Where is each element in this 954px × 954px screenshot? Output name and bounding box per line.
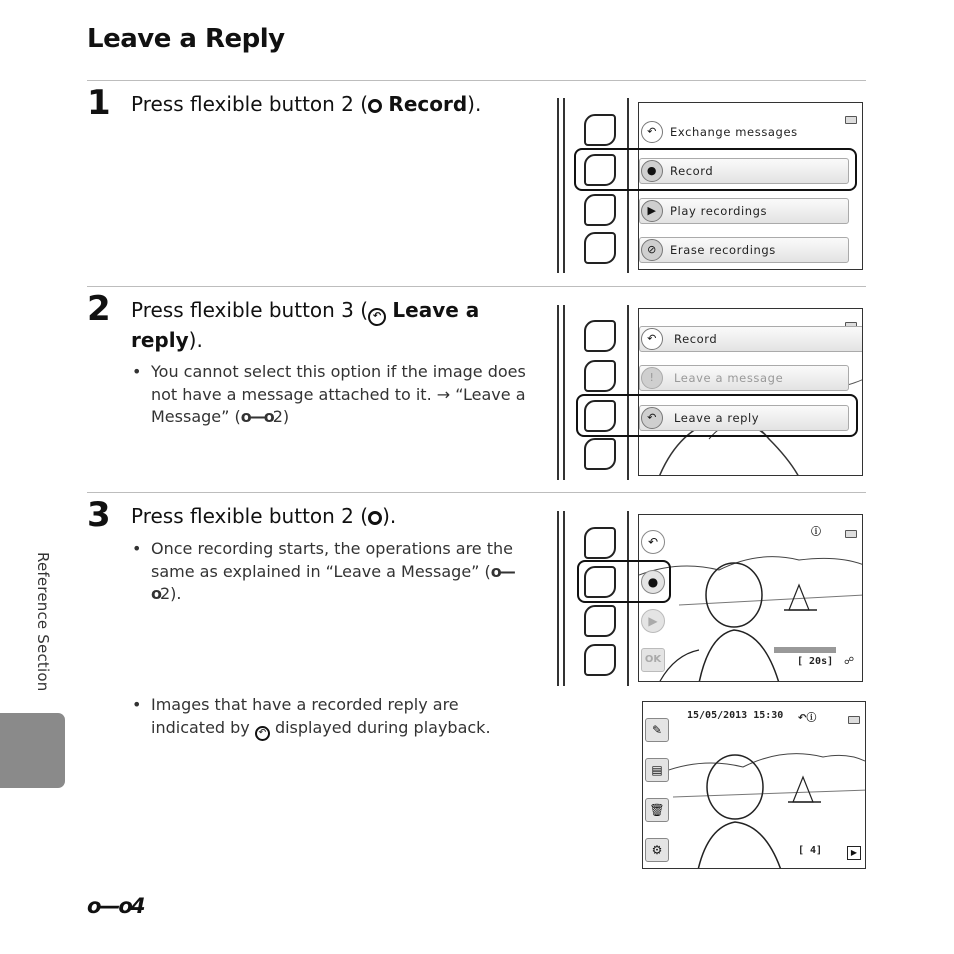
menu-item-label: Play recordings (670, 204, 768, 218)
flexible-button-4[interactable] (584, 438, 616, 470)
flexible-button-4[interactable] (584, 232, 616, 264)
menu-item-play-recordings[interactable] (639, 198, 849, 224)
selection-highlight (577, 560, 671, 603)
slideshow-icon[interactable]: ▤ (645, 758, 669, 782)
bezel-line (563, 98, 565, 273)
step-number-3: 3 (87, 495, 111, 535)
record-ring-icon[interactable]: ● (641, 570, 665, 594)
bezel-line (557, 305, 559, 480)
trash-icon[interactable]: 🗑 (645, 798, 669, 822)
record-ring-icon (368, 511, 382, 525)
bezel-line (563, 305, 565, 480)
menu-item-leave-a-message[interactable] (639, 365, 849, 391)
bezel-line (557, 98, 559, 273)
step-1-instruction (131, 90, 521, 119)
recording-timer: [ 20s] (797, 656, 834, 667)
bezel-line (563, 511, 565, 686)
note-text: Images that have a recorded reply are indicated by (151, 695, 459, 737)
bullet: • (132, 362, 142, 381)
menu-item-label: Leave a message (674, 371, 784, 385)
divider (87, 492, 866, 493)
camera-screen-reply-menu (638, 308, 863, 476)
battery-icon (845, 116, 857, 124)
divider (87, 286, 866, 287)
note-text: Once recording starts, the operations are the same as explained in “Leave a Message” ( (151, 539, 513, 581)
battery-icon (848, 716, 860, 724)
step-1-bold: Record (388, 92, 468, 116)
camera-screen-playback (642, 701, 866, 869)
step-2-text: Press flexible button 3 ( (131, 298, 369, 322)
flexible-button-3[interactable] (584, 194, 616, 226)
side-section-label: Reference Section (34, 552, 52, 692)
step-3-text-end: ). (382, 504, 397, 528)
return-arrow-icon[interactable]: ↶ (641, 530, 665, 554)
photo-background (643, 702, 866, 869)
note-text-end: displayed during playback. (269, 717, 491, 737)
ok-button[interactable]: OK (641, 648, 665, 672)
bullet: • (132, 539, 142, 558)
bezel-line (557, 511, 559, 686)
flexible-button-2[interactable] (584, 360, 616, 392)
reply-indicator-icon: ↶ⓘ (798, 713, 817, 724)
page-title: Leave a Reply (87, 24, 285, 54)
datetime-stamp: 15/05/2013 15:30 (687, 710, 784, 721)
bezel-line (627, 305, 629, 480)
step-2-note (132, 361, 527, 429)
flexible-button-1[interactable] (584, 320, 616, 352)
step-2-instruction (131, 296, 521, 355)
flexible-button-4[interactable] (584, 644, 616, 676)
record-ring-icon: ● (641, 160, 663, 182)
play-icon: ▶ (641, 200, 663, 222)
return-arrow-icon: ↶ (641, 121, 663, 143)
note-text: You cannot select this option if the image does not have a message attached to it. → “Leave a Message” ( (151, 362, 526, 426)
menu-item-label: Leave a reply (674, 411, 760, 425)
reference-e-icon: o—o (87, 894, 131, 918)
step-1-text: Press flexible button 2 ( (131, 92, 369, 116)
reply-bubble-icon: ↶ (368, 308, 386, 326)
reference-e-icon: o—o (151, 561, 514, 603)
step-3-text: Press flexible button 2 ( (131, 504, 369, 528)
step-3-note (132, 538, 527, 606)
note-text-end: 2) (272, 407, 290, 426)
menu-item-record[interactable] (639, 326, 863, 352)
record-ring-icon (368, 99, 382, 113)
menu-item-label: Erase recordings (670, 243, 776, 257)
edit-icon[interactable]: ✎ (645, 718, 669, 742)
wrench-icon[interactable]: ⚙ (645, 838, 669, 862)
step-number-2: 2 (87, 289, 111, 329)
playback-mode-icon: ▶ (847, 846, 861, 860)
selection-highlight (576, 394, 858, 437)
menu-item-erase-recordings[interactable] (639, 237, 849, 263)
flexible-button-1[interactable] (584, 114, 616, 146)
section-tab (0, 713, 65, 788)
menu-item-exchange-messages[interactable] (639, 119, 807, 145)
page-number-value: 4 (130, 894, 146, 918)
camera-screen-recording (638, 514, 863, 682)
flexible-button-3[interactable] (584, 605, 616, 637)
step-2-text-end: ). (188, 328, 203, 352)
reference-e-icon: o—o (240, 407, 273, 426)
note-text-end: 2). (160, 584, 182, 603)
erase-icon: ⊘ (641, 239, 663, 261)
menu-item-label: Exchange messages (670, 125, 798, 139)
step-2-bold: Leave a reply (131, 298, 480, 352)
page-number (87, 894, 145, 918)
final-note (132, 694, 527, 741)
step-1-text-end: ). (467, 92, 482, 116)
selection-highlight (574, 148, 857, 191)
reply-bubble-icon: ↶ (641, 407, 663, 429)
image-counter: [ 4] (798, 845, 823, 856)
step-number-1: 1 (87, 83, 111, 123)
bullet: • (132, 695, 142, 714)
step-3-instruction (131, 502, 521, 531)
message-indicator-icon: ⓘ (811, 527, 821, 538)
flexible-button-1[interactable] (584, 527, 616, 559)
divider (87, 80, 866, 81)
reply-bubble-icon: ↶ (255, 726, 270, 741)
menu-item-label: Record (670, 164, 714, 178)
battery-icon (845, 530, 857, 538)
return-arrow-icon: ↶ (641, 328, 663, 350)
play-icon[interactable]: ▶ (641, 609, 665, 633)
message-icon: ! (641, 367, 663, 389)
menu-item-label: Record (674, 332, 718, 346)
protect-icon: ☍ (844, 656, 855, 667)
